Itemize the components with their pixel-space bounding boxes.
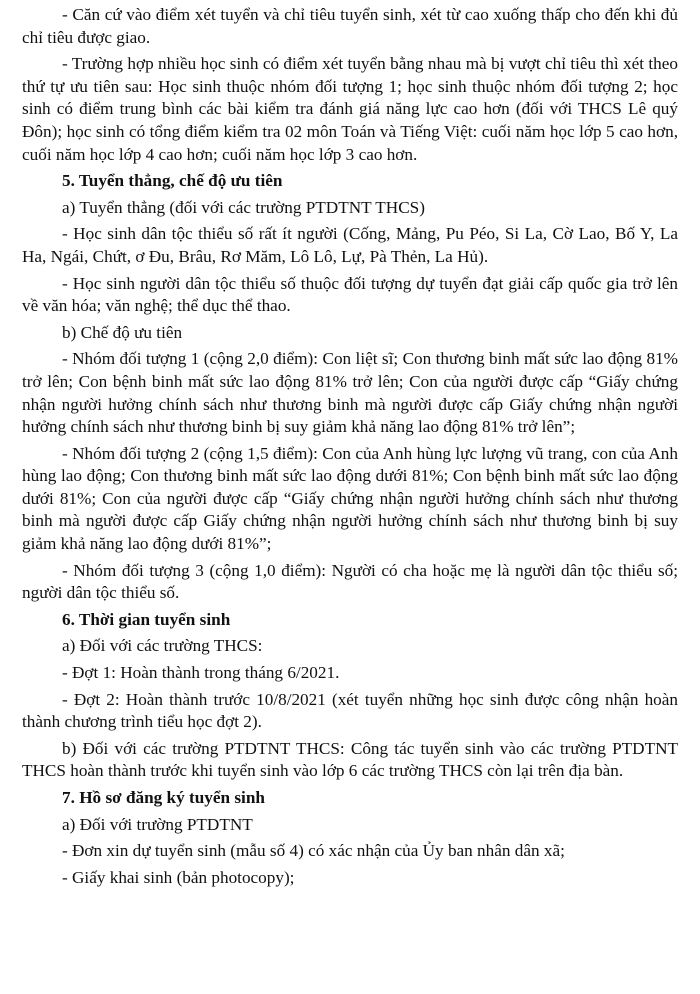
paragraph-group-1: - Nhóm đối tượng 1 (cộng 2,0 điểm): Con liệt sĩ; Con thương binh mất sức lao động 81% trở lên; Con bệnh binh mất sức lao động 81% trở lên; Con của người được cấp “Giấy chứng nhận người hưởng chính sách như thương binh mà người được cấp Giấy chứng nhận người hưởng chính sách như thương binh bị suy giảm khả năng lao động 81% trở lên”; xyxy=(22,349,678,437)
paragraph-priority-heading: b) Chế độ ưu tiên xyxy=(62,322,183,342)
paragraph-direct-admission: a) Tuyển thẳng (đối với các trường PTDTNT THCS) xyxy=(62,197,425,217)
paragraph-criteria: - Căn cứ vào điểm xét tuyển và chỉ tiêu tuyển sinh, xét từ cao xuống thấp cho đến khi đủ chỉ tiêu được giao. xyxy=(22,5,678,47)
paragraph-group-3: - Nhóm đối tượng 3 (cộng 1,0 điểm): Người có cha hoặc mẹ là người dân tộc thiểu số; người dân tộc thiểu số. xyxy=(22,560,678,603)
paragraph-thcs: a) Đối với các trường THCS: xyxy=(62,636,263,656)
section-heading-5: 5. Tuyển thẳng, chế độ ưu tiên xyxy=(62,171,283,191)
paragraph-round-2: - Đợt 2: Hoàn thành trước 10/8/2021 (xét tuyển những học sinh được công nhận hoàn thành chương trình tiểu học đợt 2). xyxy=(22,689,678,732)
paragraph-ptdtnt: b) Đối với các trường PTDTNT THCS: Công tác tuyển sinh vào các trường PTDTNT THCS hoàn thành trước khi tuyển sinh vào lớp 6 các trường THCS còn lại trên địa bàn. xyxy=(22,738,678,781)
section-heading-7: 7. Hồ sơ đăng ký tuyển sinh xyxy=(62,788,265,807)
section-heading-6: 6. Thời gian tuyển sinh xyxy=(62,609,231,629)
paragraph-national-prize: - Học sinh người dân tộc thiểu số thuộc đối tượng dự tuyển đạt giải cấp quốc gia trở lên về văn hóa; văn nghệ; thể dục thể thao. xyxy=(22,273,678,316)
paragraph-ethnic-minority: - Học sinh dân tộc thiểu số rất ít người (Cống, Mảng, Pu Péo, Si La, Cờ Lao, Bố Y, La Ha, Ngái, Chứt, ơ Đu, Brâu, Rơ Măm, Lô Lô, Lự, Pà Thẻn, La Hủ). xyxy=(22,224,678,266)
paragraph-ptdtnt-docs: a) Đối với trường PTDTNT xyxy=(62,814,253,834)
paragraph-round-1: - Đợt 1: Hoàn thành trong tháng 6/2021. xyxy=(62,663,340,683)
paragraph-birth-certificate: - Giấy khai sinh (bản photocopy); xyxy=(62,867,295,887)
paragraph-application-form: - Đơn xin dự tuyển sinh (mẫu số 4) có xác nhận của Ủy ban nhân dân xã; xyxy=(62,841,565,861)
paragraph-tie-break: - Trường hợp nhiều học sinh có điểm xét tuyển bằng nhau mà bị vượt chỉ tiêu thì xét theo thứ tự ưu tiên sau: Học sinh thuộc nhóm đối tượng 1; học sinh thuộc nhóm đối tượng 2; học sinh có điểm trung bình các bài kiểm tra đánh giá năng lực cao hơn (đối với THCS Lê quý Đôn); học sinh có tổng điểm kiểm tra 02 môn Toán và Tiếng Việt: cuối năm học lớp 5 cao hơn, cuối năm học lớp 4 cao hơn; cuối năm học lớp 3 cao hơn. xyxy=(22,54,678,164)
paragraph-group-2: - Nhóm đối tượng 2 (cộng 1,5 điểm): Con của Anh hùng lực lượng vũ trang, con của Anh hùng lao động; Con thương binh mất sức lao động dưới 81%; Con bệnh binh mất sức lao động dưới 81%; Con của người được cấp “Giấy chứng nhận người hưởng chính sách như thương binh mà người được cấp Giấy chứng nhận người hưởng chính sách như thương binh bị suy giảm khả năng lao động dưới 81%”; xyxy=(22,443,678,554)
